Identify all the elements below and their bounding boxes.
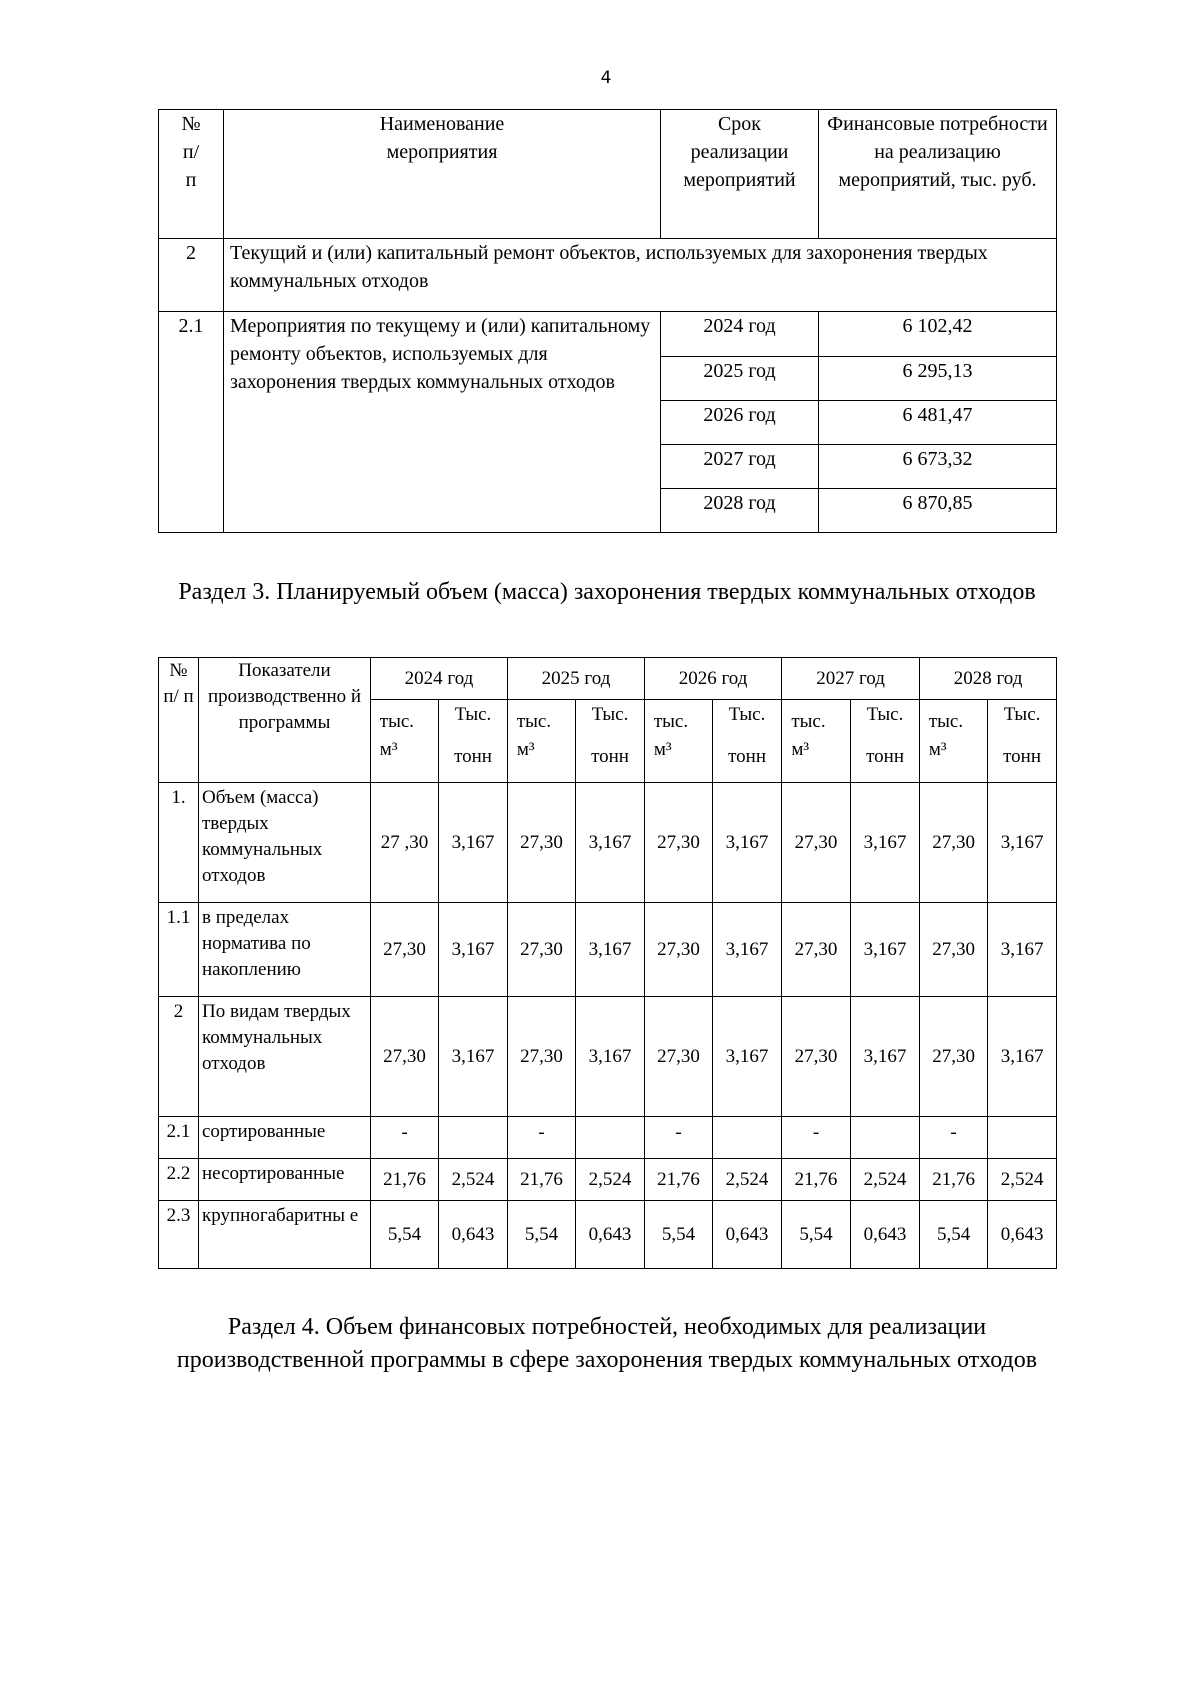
row-name: крупногабаритны е xyxy=(199,1201,371,1269)
unit-m3 xyxy=(508,700,576,783)
value-cell: 2,524 xyxy=(439,1159,508,1201)
value-cell: 3,167 xyxy=(988,903,1057,997)
amount-cell: 6 481,47 xyxy=(819,401,1057,445)
value-cell: 27,30 xyxy=(371,997,439,1117)
table-row xyxy=(159,312,1057,357)
value-cell: 3,167 xyxy=(988,783,1057,903)
year-header: 2028 год xyxy=(920,658,1057,700)
unit-m3-label: тыс. м³ xyxy=(379,711,415,760)
value-cell: 27 ,30 xyxy=(371,783,439,903)
value-cell: 5,54 xyxy=(371,1201,439,1269)
value-cell: 5,54 xyxy=(645,1201,713,1269)
unit-t-a: Тыс. xyxy=(728,704,766,725)
value-cell: 3,167 xyxy=(713,783,782,903)
header-num: № п/п xyxy=(159,110,224,239)
amount-cell: 6 102,42 xyxy=(819,312,1057,357)
value-cell: - xyxy=(920,1117,988,1159)
unit-t-a: Тыс. xyxy=(591,704,629,725)
item-name: Мероприятия по текущему и (или) капитальному ремонту объектов, используемых для захоронения твердых коммунальных отходов xyxy=(224,312,661,533)
amount-cell: 6 295,13 xyxy=(819,357,1057,401)
value-cell: - xyxy=(782,1117,851,1159)
row-name: в пределах норматива по накоплению xyxy=(199,903,371,997)
section4-title: Раздел 4. Объем финансовых потребностей, необходимых для реализации производственной программы в сфере захоронения твердых коммунальных отходов xyxy=(176,1314,1038,1373)
amount-cell: 6 870,85 xyxy=(819,489,1057,533)
value-cell xyxy=(713,1117,782,1159)
value-cell: 3,167 xyxy=(576,783,645,903)
year-header: 2024 год xyxy=(371,658,508,700)
unit-t-a: Тыс. xyxy=(1003,704,1041,725)
value-cell: 3,167 xyxy=(851,997,920,1117)
unit-tonnes xyxy=(439,700,508,783)
value-cell: 5,54 xyxy=(920,1201,988,1269)
year-header: 2026 год xyxy=(645,658,782,700)
section3-title: Раздел 3. Планируемый объем (масса) захоронения твердых коммунальных отходов xyxy=(178,579,1036,605)
value-cell: 27,30 xyxy=(782,783,851,903)
amount-cell: 6 673,32 xyxy=(819,445,1057,489)
value-cell: 2,524 xyxy=(851,1159,920,1201)
year-cell: 2025 год xyxy=(661,357,819,401)
unit-t-b: тонн xyxy=(728,746,766,767)
unit-tonnes xyxy=(988,700,1057,783)
value-cell: 27,30 xyxy=(508,903,576,997)
value-cell: 21,76 xyxy=(782,1159,851,1201)
volume-table xyxy=(158,657,1057,1269)
value-cell: 3,167 xyxy=(851,903,920,997)
row-name: По видам твердых коммунальных отходов xyxy=(199,997,371,1117)
value-cell: 27,30 xyxy=(920,783,988,903)
value-cell: 27,30 xyxy=(645,997,713,1117)
value-cell: 27,30 xyxy=(645,903,713,997)
header-name: Наименование мероприятия xyxy=(224,110,661,239)
year-header: 2025 год xyxy=(508,658,645,700)
unit-t-b: тонн xyxy=(591,746,629,767)
table-row xyxy=(159,1201,1057,1269)
value-cell: 27,30 xyxy=(920,997,988,1117)
row-num: 1.1 xyxy=(159,903,199,997)
section-text: Текущий и (или) капитальный ремонт объектов, используемых для захоронения твердых коммунальных отходов xyxy=(224,239,1057,312)
value-cell: - xyxy=(371,1117,439,1159)
value-cell: - xyxy=(645,1117,713,1159)
value-cell: 2,524 xyxy=(713,1159,782,1201)
value-cell: 3,167 xyxy=(988,997,1057,1117)
value-cell: 0,643 xyxy=(988,1201,1057,1269)
unit-tonnes xyxy=(851,700,920,783)
value-cell: 0,643 xyxy=(439,1201,508,1269)
value-cell: 2,524 xyxy=(988,1159,1057,1201)
value-cell xyxy=(439,1117,508,1159)
value-cell: 0,643 xyxy=(851,1201,920,1269)
section-num: 2 xyxy=(159,239,224,312)
unit-t-b: тонн xyxy=(1003,746,1042,767)
row-name: Объем (масса) твердых коммунальных отходов xyxy=(199,783,371,903)
value-cell: 3,167 xyxy=(439,783,508,903)
unit-tonnes xyxy=(713,700,782,783)
unit-m3 xyxy=(782,700,851,783)
unit-t-a: Тыс. xyxy=(866,704,904,725)
unit-m3-label: тыс. м³ xyxy=(653,711,689,760)
table-row xyxy=(159,903,1057,997)
value-cell: 27,30 xyxy=(782,997,851,1117)
value-cell xyxy=(851,1117,920,1159)
value-cell: 3,167 xyxy=(439,997,508,1117)
header-term: Срок реализации мероприятий xyxy=(661,110,819,239)
unit-t-b: тонн xyxy=(454,746,492,767)
row-num: 2.1 xyxy=(159,1117,199,1159)
unit-m3-label: тыс. м³ xyxy=(516,711,552,760)
value-cell: 2,524 xyxy=(576,1159,645,1201)
unit-m3 xyxy=(645,700,713,783)
table-row xyxy=(159,1159,1057,1201)
value-cell: 27,30 xyxy=(508,783,576,903)
value-cell: 3,167 xyxy=(851,783,920,903)
value-cell: 5,54 xyxy=(508,1201,576,1269)
row-num: 2.2 xyxy=(159,1159,199,1201)
value-cell: 27,30 xyxy=(920,903,988,997)
year-header: 2027 год xyxy=(782,658,920,700)
value-cell: 3,167 xyxy=(713,903,782,997)
table-row xyxy=(159,783,1057,903)
value-cell: 3,167 xyxy=(713,997,782,1117)
value-cell: 27,30 xyxy=(371,903,439,997)
row-name: несортированные xyxy=(199,1159,371,1201)
year-cell: 2027 год xyxy=(661,445,819,489)
item-num: 2.1 xyxy=(159,312,224,533)
value-cell xyxy=(988,1117,1057,1159)
value-cell: 0,643 xyxy=(713,1201,782,1269)
table-row xyxy=(159,1117,1057,1159)
value-cell: 3,167 xyxy=(439,903,508,997)
value-cell: 21,76 xyxy=(371,1159,439,1201)
unit-tonnes xyxy=(576,700,645,783)
header-finance: Финансовые потребности на реализацию мероприятий, тыс. руб. xyxy=(819,110,1057,239)
header-num: № п/ п xyxy=(159,658,199,783)
value-cell: 3,167 xyxy=(576,997,645,1117)
activities-table xyxy=(158,109,1057,533)
header-indicator: Показатели производственно й программы xyxy=(199,658,371,783)
value-cell: 0,643 xyxy=(576,1201,645,1269)
page-number: 4 xyxy=(600,68,612,88)
value-cell: 5,54 xyxy=(782,1201,851,1269)
value-cell: 21,76 xyxy=(508,1159,576,1201)
unit-m3-label: тыс. м³ xyxy=(791,711,826,760)
row-num: 2.3 xyxy=(159,1201,199,1269)
value-cell: - xyxy=(508,1117,576,1159)
year-cell: 2024 год xyxy=(661,312,819,357)
year-cell: 2028 год xyxy=(661,489,819,533)
unit-t-b: тонн xyxy=(866,746,904,767)
unit-t-a: Тыс. xyxy=(454,704,492,725)
unit-m3 xyxy=(371,700,439,783)
row-num: 2 xyxy=(159,997,199,1117)
row-num: 1. xyxy=(159,783,199,903)
value-cell: 3,167 xyxy=(576,903,645,997)
value-cell: 27,30 xyxy=(508,997,576,1117)
value-cell: 27,30 xyxy=(645,783,713,903)
row-name: сортированные xyxy=(199,1117,371,1159)
value-cell: 21,76 xyxy=(920,1159,988,1201)
value-cell xyxy=(576,1117,645,1159)
table-row xyxy=(159,997,1057,1117)
value-cell: 27,30 xyxy=(782,903,851,997)
unit-m3-label: тыс. м³ xyxy=(928,711,964,760)
value-cell: 21,76 xyxy=(645,1159,713,1201)
unit-m3 xyxy=(920,700,988,783)
year-cell: 2026 год xyxy=(661,401,819,445)
